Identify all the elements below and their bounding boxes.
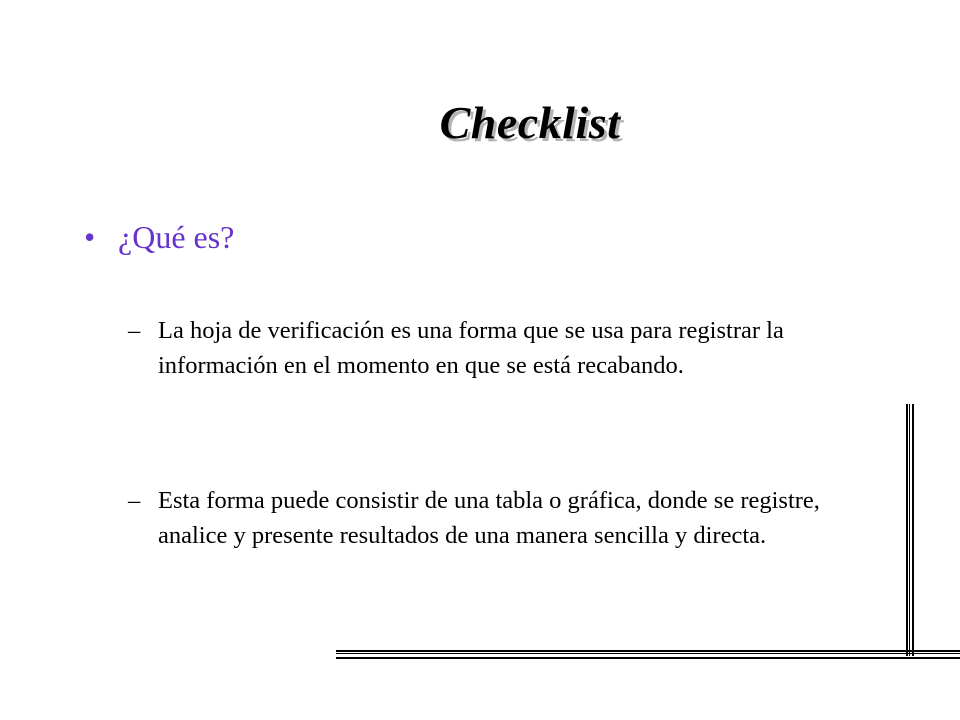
decorative-frame-vertical bbox=[906, 404, 914, 656]
slide-title: Checklist bbox=[439, 97, 621, 148]
decorative-frame-horizontal bbox=[336, 650, 960, 659]
bullet-marker: • bbox=[84, 219, 96, 255]
bullet-item bbox=[84, 219, 234, 256]
sub-item-text: Esta forma puede consistir de una tabla o gráfica, donde se registre, analice y presente resultados de una manera sencilla y directa. bbox=[158, 487, 820, 549]
sub-item-marker: – bbox=[128, 487, 141, 514]
sub-item-text: La hoja de verificación es una forma que se usa para registrar la información en el momento en que se está recabando. bbox=[158, 317, 784, 379]
sub-item-marker: – bbox=[128, 317, 141, 344]
sub-item bbox=[128, 313, 888, 383]
bullet-text: ¿Qué es? bbox=[118, 219, 235, 255]
sub-item bbox=[128, 483, 888, 553]
